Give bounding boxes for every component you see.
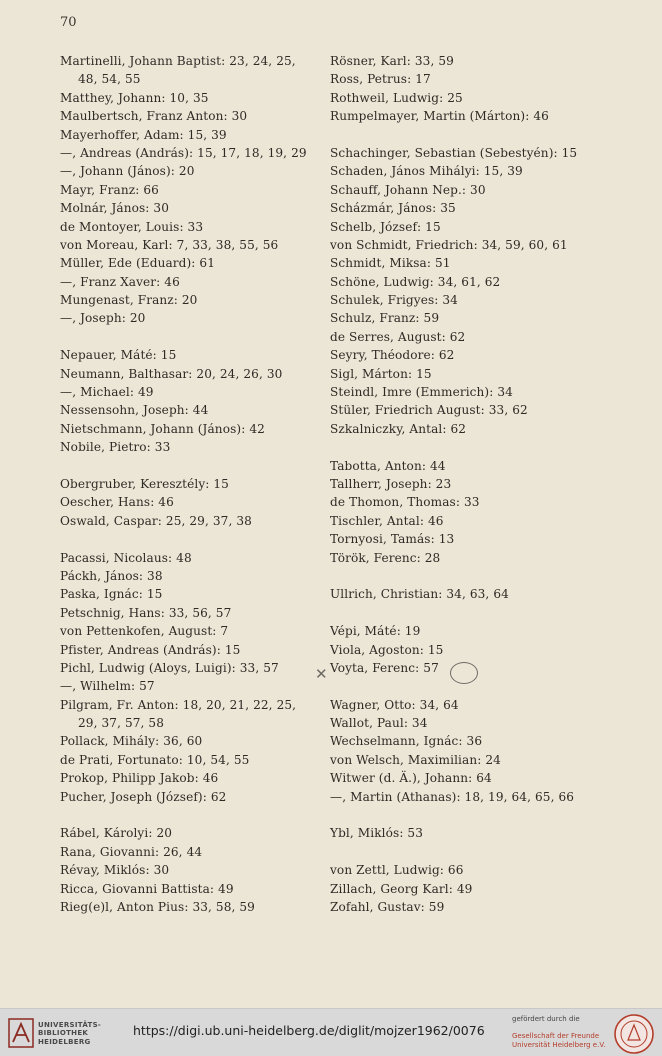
index-entry: Oswald, Caspar: 25, 29, 37, 38 xyxy=(60,513,252,528)
index-entry: Petschnig, Hans: 33, 56, 57 xyxy=(60,605,232,620)
library-logo-text xyxy=(38,1021,101,1046)
index-entry: Nepauer, Máté: 15 xyxy=(60,348,177,363)
viewer-footer xyxy=(0,1008,662,1056)
index-entry: Schauff, Johann Nep.: 30 xyxy=(330,182,486,197)
logo-line: HEIDELBERG xyxy=(38,1037,91,1046)
index-entry: Neumann, Balthasar: 20, 24, 26, 30 xyxy=(60,366,283,381)
index-entry: Obergruber, Keresztély: 15 xyxy=(60,476,229,491)
index-entry: Rana, Giovanni: 26, 44 xyxy=(60,844,203,859)
index-entry: von Moreau, Karl: 7, 33, 38, 55, 56 xyxy=(60,237,279,252)
page-number: 70 xyxy=(60,15,77,30)
index-entry: Stüler, Friedrich August: 33, 62 xyxy=(330,403,528,418)
index-entry: Tornyosi, Tamás: 13 xyxy=(330,532,455,547)
index-entry: von Zettl, Ludwig: 66 xyxy=(330,863,464,878)
permalink-url[interactable]: https://digi.ub.uni-heidelberg.de/diglit/mojzer1962/0076 xyxy=(133,1023,485,1038)
index-column-left xyxy=(60,52,322,916)
index-entry: Martinelli, Johann Baptist: 23, 24, 25, xyxy=(60,54,296,68)
index-entry: —, Andreas (András): 15, 17, 18, 19, 29 xyxy=(60,145,307,160)
index-entry: Nessensohn, Joseph: 44 xyxy=(60,403,209,418)
index-entry: Schmidt, Miksa: 51 xyxy=(330,256,451,271)
section-gap xyxy=(60,530,322,548)
index-entry: von Welsch, Maximilian: 24 xyxy=(330,752,501,767)
index-entry: Viola, Agoston: 15 xyxy=(330,642,444,657)
index-entry: Zofahl, Gustav: 59 xyxy=(330,899,445,914)
logo-line: BIBLIOTHEK xyxy=(38,1029,89,1038)
index-entry: Wallot, Paul: 34 xyxy=(330,716,428,731)
index-entry-continuation: 29, 37, 57, 58 xyxy=(78,716,165,731)
index-entry: —, Franz Xaver: 46 xyxy=(60,274,180,289)
sponsor-line: Universität Heidelberg e.V. xyxy=(512,1040,606,1049)
index-entry: Schachinger, Sebastian (Sebestyén): 15 xyxy=(330,145,578,160)
index-entry: —, Joseph: 20 xyxy=(60,311,146,326)
index-entry: Wechselmann, Ignác: 36 xyxy=(330,734,483,749)
index-entry: Schulz, Franz: 59 xyxy=(330,311,440,326)
index-entry: Schaden, János Mihályi: 15, 39 xyxy=(330,164,523,179)
index-entry: Mayr, Franz: 66 xyxy=(60,182,159,197)
sponsor-label: gefördert durch die xyxy=(512,1015,580,1023)
index-entry: Tallherr, Joseph: 23 xyxy=(330,476,452,491)
sponsor-line: Gesellschaft der Freunde xyxy=(512,1032,600,1040)
section-gap xyxy=(330,806,660,824)
index-entry: Ybl, Miklós: 53 xyxy=(330,826,424,841)
section-gap xyxy=(60,328,322,346)
index-entry: Vépi, Máté: 19 xyxy=(330,624,421,639)
index-entry-continuation: 48, 54, 55 xyxy=(78,72,141,87)
index-entry: Paska, Ignác: 15 xyxy=(60,587,163,602)
index-column-right xyxy=(330,52,660,916)
index-entry: von Schmidt, Friedrich: 34, 59, 60, 61 xyxy=(330,237,568,252)
index-entry: Molnár, János: 30 xyxy=(60,201,170,216)
section-gap xyxy=(330,126,660,144)
university-seal-icon xyxy=(613,1013,655,1055)
index-entry: Scházmár, János: 35 xyxy=(330,201,456,216)
index-entry: de Serres, August: 62 xyxy=(330,329,466,344)
index-entry: —, Johann (János): 20 xyxy=(60,164,195,179)
index-entry: —, Martin (Athanas): 18, 19, 64, 65, 66 xyxy=(330,789,575,804)
index-entry: Schelb, József: 15 xyxy=(330,219,441,234)
index-entry: de Thomon, Thomas: 33 xyxy=(330,495,480,510)
section-gap xyxy=(330,567,660,585)
index-entry: Schulek, Frigyes: 34 xyxy=(330,293,458,308)
pencil-circle-annotation xyxy=(450,662,478,684)
index-entry: Szkalniczky, Antal: 62 xyxy=(330,421,467,436)
index-entry: Pichl, Ludwig (Aloys, Luigi): 33, 57 xyxy=(60,660,279,675)
index-entry: Rösner, Karl: 33, 59 xyxy=(330,54,454,68)
index-entry: Mayerhoffer, Adam: 15, 39 xyxy=(60,127,227,142)
section-gap xyxy=(330,843,660,861)
section-gap xyxy=(330,604,660,622)
index-entry: Oescher, Hans: 46 xyxy=(60,495,174,510)
index-entry: Rothweil, Ludwig: 25 xyxy=(330,90,463,105)
index-entry: Wagner, Otto: 34, 64 xyxy=(330,697,459,712)
index-entry: Voyta, Ferenc: 57 xyxy=(330,660,439,675)
index-entry: Pacassi, Nicolaus: 48 xyxy=(60,550,192,565)
section-gap xyxy=(60,457,322,475)
index-entry: Rábel, Károlyi: 20 xyxy=(60,826,173,841)
index-entry: Maulbertsch, Franz Anton: 30 xyxy=(60,109,248,124)
index-entry: Pollack, Mihály: 36, 60 xyxy=(60,734,203,749)
index-entry: Mungenast, Franz: 20 xyxy=(60,293,198,308)
section-gap xyxy=(330,677,660,695)
index-entry: Tischler, Antal: 46 xyxy=(330,513,444,528)
index-entry: de Prati, Fortunato: 10, 54, 55 xyxy=(60,752,250,767)
index-entry: von Pettenkofen, August: 7 xyxy=(60,624,229,639)
index-entry: Ross, Petrus: 17 xyxy=(330,72,431,87)
index-entry: de Montoyer, Louis: 33 xyxy=(60,219,204,234)
index-entry: —, Wilhelm: 57 xyxy=(60,679,155,694)
index-entry: Sigl, Márton: 15 xyxy=(330,366,432,381)
margin-cross-mark: ✕ xyxy=(315,665,328,683)
index-entry: Rieg(e)l, Anton Pius: 33, 58, 59 xyxy=(60,899,255,914)
index-entry: Ricca, Giovanni Battista: 49 xyxy=(60,881,234,896)
index-entry: Zillach, Georg Karl: 49 xyxy=(330,881,473,896)
library-logo-icon xyxy=(8,1018,34,1048)
index-entry: Török, Ferenc: 28 xyxy=(330,550,441,565)
index-entry: Pilgram, Fr. Anton: 18, 20, 21, 22, 25, xyxy=(60,697,297,712)
index-entry: Steindl, Imre (Emmerich): 34 xyxy=(330,385,513,400)
index-entry: —, Michael: 49 xyxy=(60,385,154,400)
index-entry: Seyry, Théodore: 62 xyxy=(330,348,455,363)
index-entry: Pfister, Andreas (András): 15 xyxy=(60,642,241,657)
index-entry: Pucher, Joseph (József): 62 xyxy=(60,789,227,804)
index-entry: Révay, Miklós: 30 xyxy=(60,863,170,878)
index-entry: Matthey, Johann: 10, 35 xyxy=(60,90,209,105)
index-entry: Schöne, Ludwig: 34, 61, 62 xyxy=(330,274,501,289)
index-entry: Müller, Ede (Eduard): 61 xyxy=(60,256,216,271)
index-entry: Ullrich, Christian: 34, 63, 64 xyxy=(330,587,509,602)
section-gap xyxy=(60,806,322,824)
index-entry: Tabotta, Anton: 44 xyxy=(330,458,446,473)
index-entry: Witwer (d. Ä.), Johann: 64 xyxy=(330,771,492,786)
index-entry: Nobile, Pietro: 33 xyxy=(60,440,171,455)
index-entry: Prokop, Philipp Jakob: 46 xyxy=(60,771,219,786)
logo-line: UNIVERSITÄTS- xyxy=(38,1021,102,1029)
index-entry: Rumpelmayer, Martin (Márton): 46 xyxy=(330,109,549,124)
index-entry: Páckh, János: 38 xyxy=(60,568,163,583)
sponsor-name[interactable] xyxy=(512,1032,605,1050)
section-gap xyxy=(330,438,660,456)
index-entry: Nietschmann, Johann (János): 42 xyxy=(60,421,265,436)
